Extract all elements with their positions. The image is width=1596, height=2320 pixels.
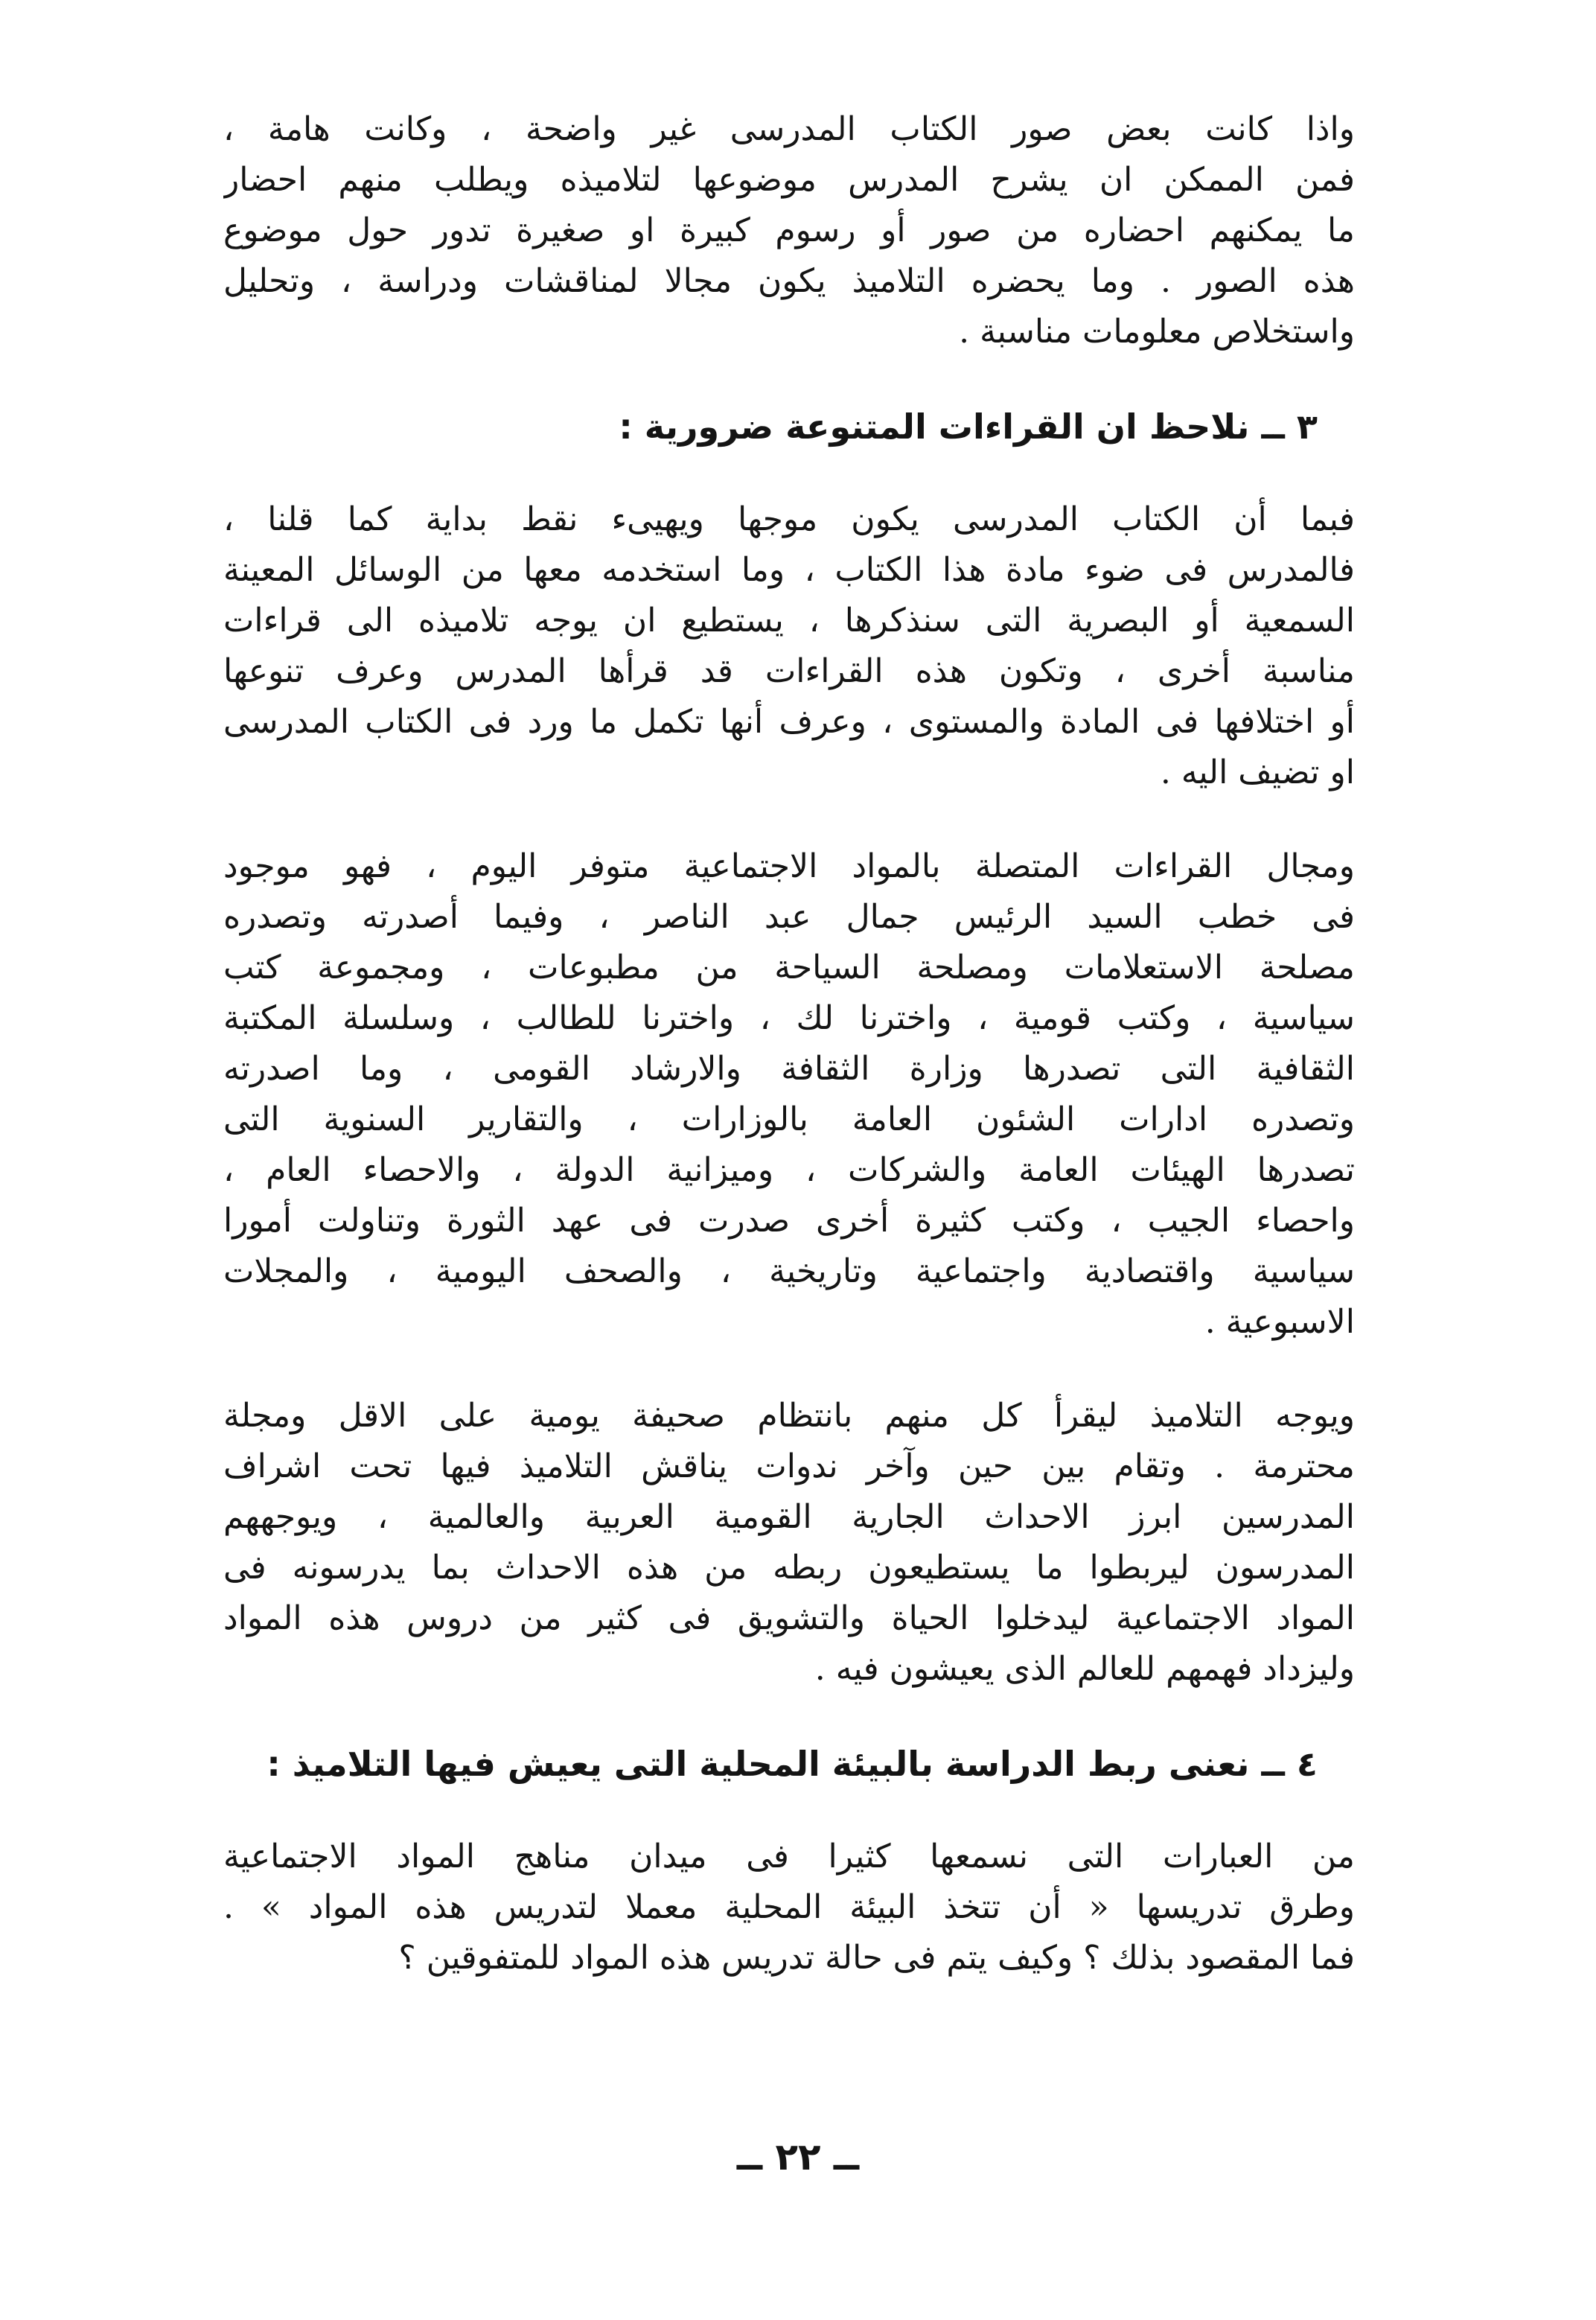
section-heading-3: ٣ ــ نلاحظ ان القراءات المتنوعة ضرورية :: [619, 407, 1318, 447]
text-line: المدرسون ليربطوا ما يستطيعون ربطه من هذه الاحداث بما يدرسونه فى: [223, 1549, 1355, 1587]
paragraph-reading-sources: [223, 841, 1355, 1348]
text-line: مصلحة الاستعلامات ومصلحة السياحة من مطبوعات ، ومجموعة كتب: [223, 949, 1355, 987]
text-line: ويوجه التلاميذ ليقرأ كل منهم بانتظام صحيفة يومية على الاقل ومجلة: [223, 1397, 1355, 1435]
page-number: ــ ٢٢ ــ: [736, 2135, 860, 2179]
text-line: فمن الممكن ان يشرح المدرس موضوعها لتلاميذه ويطلب منهم احضار: [223, 161, 1355, 199]
text-line: الثقافية التى تصدرها وزارة الثقافة والارشاد القومى ، وما اصدرته: [223, 1050, 1355, 1088]
text-line: فالمدرس فى ضوء مادة هذا الكتاب ، وما استخدمه معها من الوسائل المعينة: [223, 551, 1355, 589]
paragraph-daily-newspaper: [223, 1391, 1355, 1695]
text-line: ومجال القراءات المتصلة بالمواد الاجتماعية متوفر اليوم ، فهو موجود: [223, 847, 1355, 885]
page-body: [223, 104, 1355, 2027]
text-line: ما يمكنهم احضاره من صور أو رسوم كبيرة او صغيرة تدور حول موضوع: [223, 211, 1355, 249]
text-line: سياسية واقتصادية واجتماعية وتاريخية ، والصحف اليومية ، والمجلات: [223, 1252, 1355, 1290]
text-line: او تضيف اليه .: [1160, 753, 1355, 791]
text-line: تصدرها الهيئات العامة والشركات ، وميزانية الدولة ، والاحصاء العام ،: [223, 1151, 1355, 1189]
text-line: من العبارات التى نسمعها كثيرا فى ميدان مناهج المواد الاجتماعية: [223, 1838, 1355, 1876]
paragraph-pictures: [223, 104, 1355, 357]
text-line: فبما أن الكتاب المدرسى يكون موجها ويهيىء نقط بداية كما قلنا ،: [223, 500, 1355, 538]
paragraph-local-environment: [223, 1832, 1355, 1983]
text-line: محترمة . وتقام بين حين وآخر ندوات يناقش التلاميذ فيها تحت اشراف: [223, 1447, 1355, 1485]
text-line: واذا كانت بعض صور الكتاب المدرسى غير واضحة ، وكانت هامة ،: [223, 110, 1355, 148]
text-line: المواد الاجتماعية ليدخلوا الحياة والتشويق فى كثير من دروس هذه المواد: [223, 1599, 1355, 1637]
text-line: السمعية أو البصرية التى سنذكرها ، يستطيع ان يوجه تلاميذه الى قراءات: [223, 602, 1355, 640]
paragraph-varied-readings: [223, 494, 1355, 798]
text-line: واستخلاص معلومات مناسبة .: [959, 313, 1355, 351]
text-line: أو اختلافها فى المادة والمستوى ، وعرف أنها تكمل ما ورد فى الكتاب المدرسى: [223, 703, 1355, 741]
section-heading-4: ٤ ــ نعنى ربط الدراسة بالبيئة المحلية التى يعيش فيها التلاميذ :: [266, 1744, 1318, 1784]
text-line: هذه الصور . وما يحضره التلاميذ يكون مجالا لمناقشات ودراسة ، وتحليل: [223, 262, 1355, 300]
text-line: الاسبوعية .: [1204, 1303, 1355, 1341]
text-line: واحصاء الجيب ، وكتب كثيرة أخرى صدرت فى عهد الثورة وتناولت أمورا: [223, 1202, 1355, 1240]
text-line: وطرق تدريسها « أن تتخذ البيئة المحلية معملا لتدريس هذه المواد » .: [223, 1888, 1355, 1926]
text-line: مناسبة أخرى ، وتكون هذه القراءات قد قرأها المدرس وعرف تنوعها: [223, 652, 1355, 690]
text-line: المدرسين ابرز الاحداث الجارية القومية العربية والعالمية ، ويوجههم: [223, 1498, 1355, 1536]
text-line: فى خطب السيد الرئيس جمال عبد الناصر ، وفيما أصدرته وتصدره: [223, 898, 1355, 936]
text-line: وليزداد فهمهم للعالم الذى يعيشون فيه .: [814, 1650, 1355, 1688]
text-line: وتصدره ادارات الشئون العامة بالوزارات ، والتقارير السنوية التى: [223, 1100, 1355, 1138]
text-line: فما المقصود بذلك ؟ وكيف يتم فى حالة تدريس هذه المواد للمتفوقين ؟: [398, 1939, 1355, 1977]
text-line: سياسية ، وكتب قومية ، واخترنا لك ، واخترنا للطالب ، وسلسلة المكتبة: [223, 999, 1355, 1037]
